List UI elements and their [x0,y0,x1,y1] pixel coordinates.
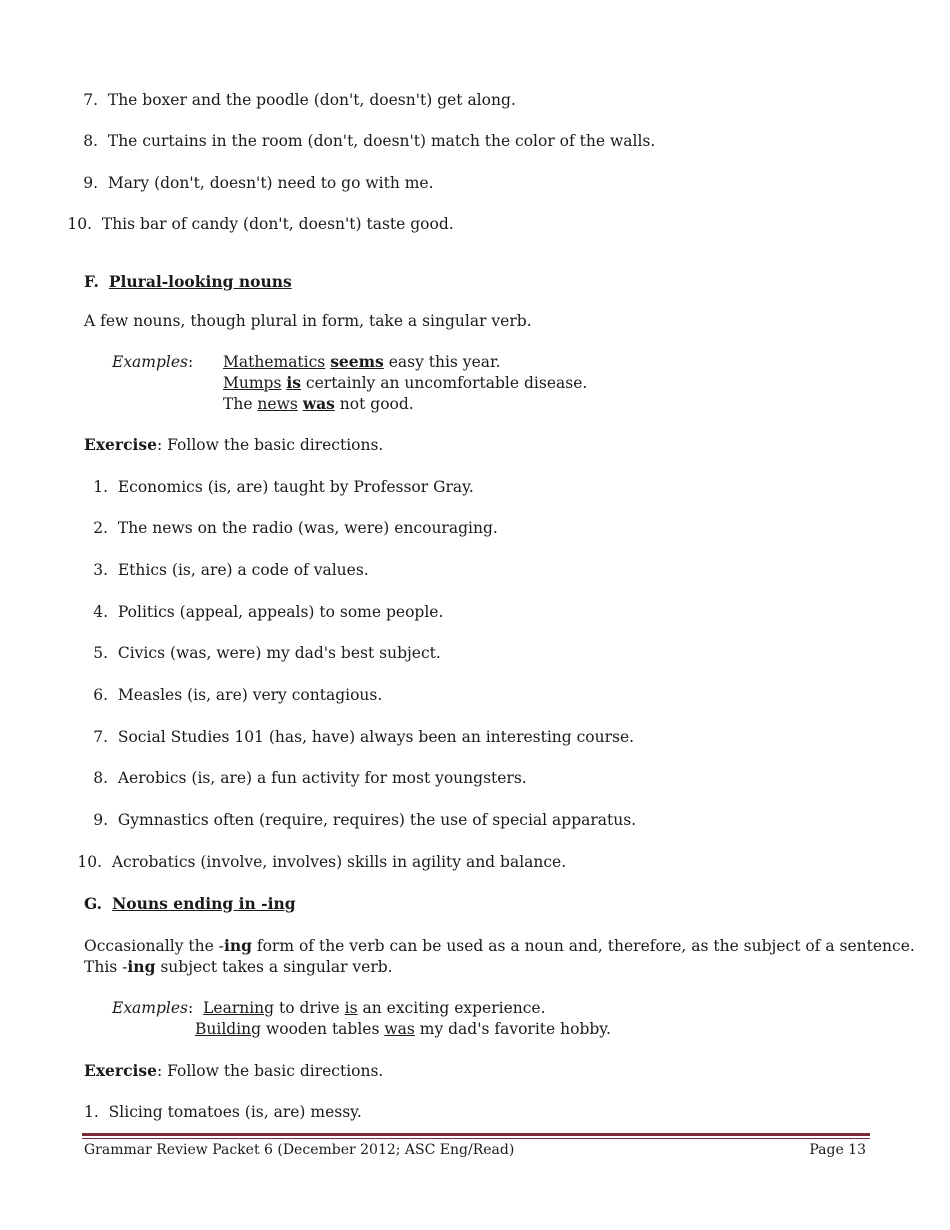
example-sentence: Mathematics seems easy this year. [223,352,501,371]
list-item: 7. The boxer and the poodle (don't, doesn't) get along. [83,91,516,109]
exercise-directions: Exercise: Follow the basic directions. [84,435,384,454]
list-item: 7. Social Studies 101 (has, have) always been an interesting course. [93,728,635,746]
list-item: 4. Politics (appeal, appeals) to some people. [93,603,444,621]
list-item: 1. Economics (is, are) taught by Professor Gray. [93,478,474,496]
example-sentence: The news was not good. [223,394,414,413]
list-item: 10. This bar of candy (don't, doesn't) taste good. [67,215,454,233]
examples-label: Examples: [112,353,194,371]
list-item: 6. Measles (is, are) very contagious. [93,686,383,704]
list-item: 8. The curtains in the room (don't, doesn't) match the color of the walls. [83,132,656,150]
footer-rule [82,1133,870,1136]
example-sentence: Building wooden tables was my dad's favorite hobby. [195,1020,611,1038]
page-number: Page 13 [809,1142,866,1158]
section-heading: G. Nouns ending in -ing [84,894,296,913]
list-item: 10. Acrobatics (involve, involves) skills in agility and balance. [77,853,567,871]
example-sentence: Mumps is certainly an uncomfortable disease. [223,373,588,392]
exercise-directions: Exercise: Follow the basic directions. [84,1061,384,1080]
list-item: 8. Aerobics (is, are) a fun activity for most youngsters. [93,769,527,787]
section-intro: This -ing subject takes a singular verb. [84,957,393,976]
footer-rule-thin [82,1138,870,1139]
section-intro: Occasionally the -ing form of the verb can be used as a noun and, therefore, as the subject of a sentence. [84,936,915,955]
section-intro: A few nouns, though plural in form, take a singular verb. [84,312,532,330]
list-item: 3. Ethics (is, are) a code of values. [93,561,369,579]
example-sentence: Examples: Learning to drive is an exciting experience. [112,999,546,1017]
footer-title: Grammar Review Packet 6 (December 2012; ASC Eng/Read) [84,1142,515,1158]
list-item: 1. Slicing tomatoes (is, are) messy. [84,1103,362,1121]
list-item: 2. The news on the radio (was, were) encouraging. [93,519,498,537]
list-item: 9. Mary (don't, doesn't) need to go with me. [83,174,434,192]
list-item: 5. Civics (was, were) my dad's best subject. [93,644,441,662]
list-item: 9. Gymnastics often (require, requires) the use of special apparatus. [93,811,637,829]
section-heading: F. Plural-looking nouns [84,272,292,291]
